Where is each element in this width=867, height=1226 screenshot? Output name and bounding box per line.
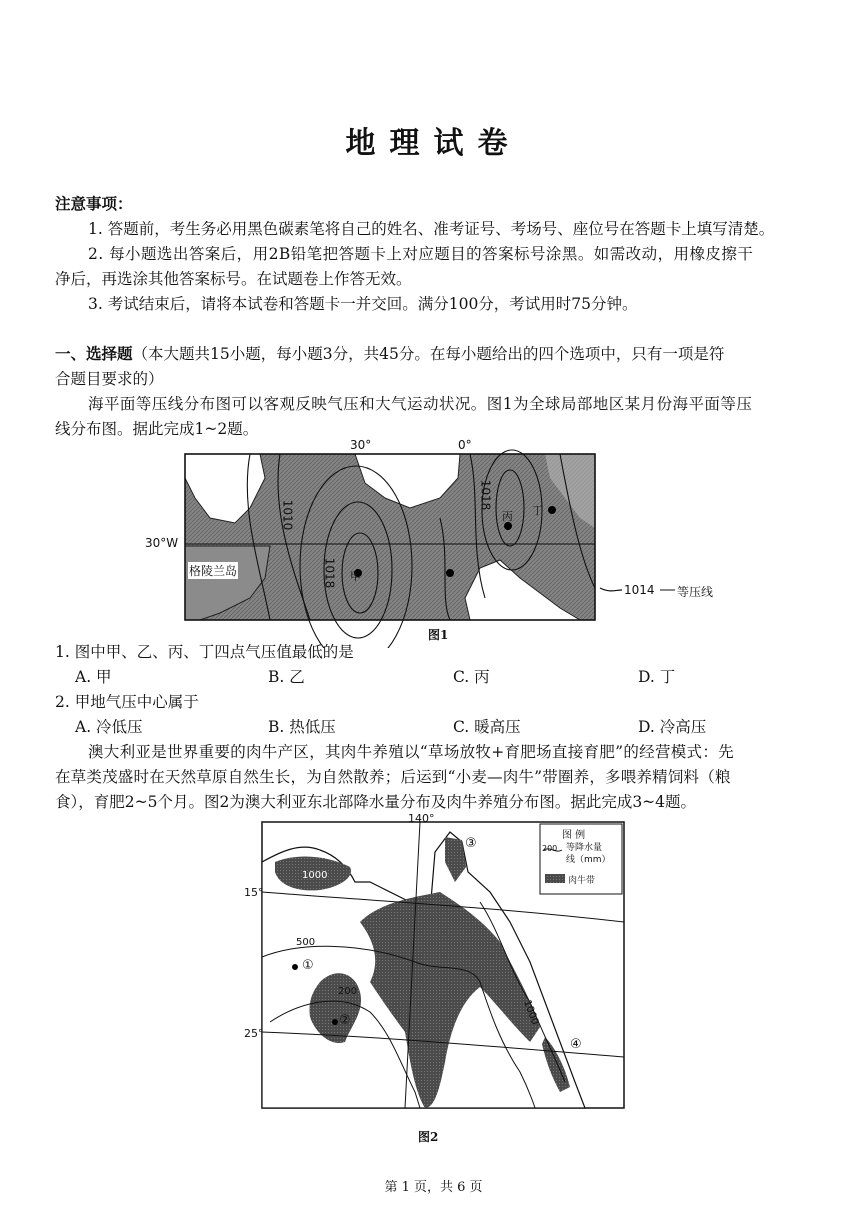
section-desc-cont: 合题目要求的） [55,370,164,388]
intro1-line1: 海平面等压线分布图可以客观反映气压和大气运动状况。图1为全球局部地区某月份海平面等压 [88,395,753,413]
notice-item-1: 1. 答题前，考生务必用黑色碳素笔将自己的姓名、准考证号、考场号、座位号在答题卡上填写清楚。 [88,220,775,238]
section-desc: （本大题共15小题，每小题3分，共45分。在每小题给出的四个选项中，只有一项是符 [132,345,725,363]
isobar-1018-label-a: 1018 [322,557,337,589]
intro2-line1: 澳大利亚是世界重要的肉牛产区，其肉牛养殖以“草场放牧+育肥场直接育肥”的经营模式：先 [88,743,734,761]
legend-isohyet-value: 200 [542,844,558,853]
notice-item-2: 2. 每小题选出答案后，用2B铅笔把答题卡上对应题目的答案标号涂黑。如需改动，用橡皮擦干 [88,245,754,263]
legend-isobar-value: 1014 [624,583,655,597]
label-jia: 甲 [350,570,361,583]
q2-option-b[interactable]: B. 热低压 [268,718,336,736]
label-point-3: ③ [465,836,477,851]
notice-item-2-cont: 净后，再选涂其他答案标号。在试题卷上作答无效。 [55,270,412,288]
intro1-line2: 线分布图。据此完成1~2题。 [55,420,259,438]
isobar-1010-label: 1010 [280,499,295,531]
section-title: 一、选择题 [55,344,133,363]
intro2-line3: 食），育肥2~5个月。图2为澳大利亚东北部降水量分布及肉牛养殖分布图。据此完成3~4题。 [55,793,697,811]
isohyet-500-label: 500 [296,937,316,948]
notice-item-3: 3. 考试结束后，请将本试卷和答题卡一并交回。满分100分，考试用时75分钟。 [88,295,638,313]
label-point-2: ② [339,1013,351,1028]
isohyet-1000-label-a: 1000 [302,870,328,881]
label-bing: 丙 [502,510,513,523]
lat-25-label: 25° [244,1027,264,1040]
legend-beef-label: 肉牛带 [568,876,596,886]
isobar-1018-label-b: 1018 [478,479,493,511]
q2-option-d[interactable]: D. 冷高压 [638,718,707,736]
point-2 [332,1019,338,1025]
q2-option-a[interactable]: A. 冷低压 [75,718,143,736]
section-heading-line [55,342,724,364]
isohyet-200-label: 200 [338,986,358,997]
lon-140-label: 140° [408,812,435,825]
lon-30-label: 30° [350,438,372,452]
legend-isobar-label: 等压线 [677,585,714,599]
q2-option-c[interactable]: C. 暖高压 [453,718,521,736]
isohyet-1000-label-b: 1000 [521,998,541,1027]
isobar-map [140,438,740,648]
legend-isohyet-label1: 等降水量 [566,843,603,853]
lon-0-label: 0° [458,438,472,452]
point-yi [446,569,454,577]
q1-option-a[interactable]: A. 甲 [75,668,112,686]
intro2-line2: 在草类茂盛时在天然草原自然生长，为自然散养；后运到“小麦—肉牛”带圈养，多喂养精饲料（粮 [55,768,731,786]
lat-30w-label: 30°W [145,536,179,550]
page-footer: 第 1 页，共 6 页 [384,1180,483,1195]
figure-1 [140,438,740,648]
lat-15-label: 15° [244,886,264,899]
label-point-4: ④ [570,1037,582,1052]
label-ding: 丁 [532,504,543,517]
q1-option-c[interactable]: C. 丙 [453,668,490,686]
notice-heading: 注意事项： [55,194,133,213]
legend-title: 图 例 [562,830,586,841]
q1-option-d[interactable]: D. 丁 [638,668,676,686]
greenland-label: 格陵兰岛 [189,564,238,578]
q2-stem: 2. 甲地气压中心属于 [55,693,199,711]
page-title: 地理试卷 [345,126,522,161]
q1-stem: 1. 图中甲、乙、丙、丁四点气压值最低的是 [55,643,354,661]
figure-2 [240,812,630,1152]
figure-1-caption: 图1 [428,628,449,642]
figure-2-caption: 图2 [418,1130,439,1144]
label-point-1: ① [302,958,314,973]
point-ding [548,506,556,514]
point-1 [292,964,298,970]
q1-option-b[interactable]: B. 乙 [268,668,305,686]
legend-isohyet-label2: 线（mm） [566,855,611,865]
